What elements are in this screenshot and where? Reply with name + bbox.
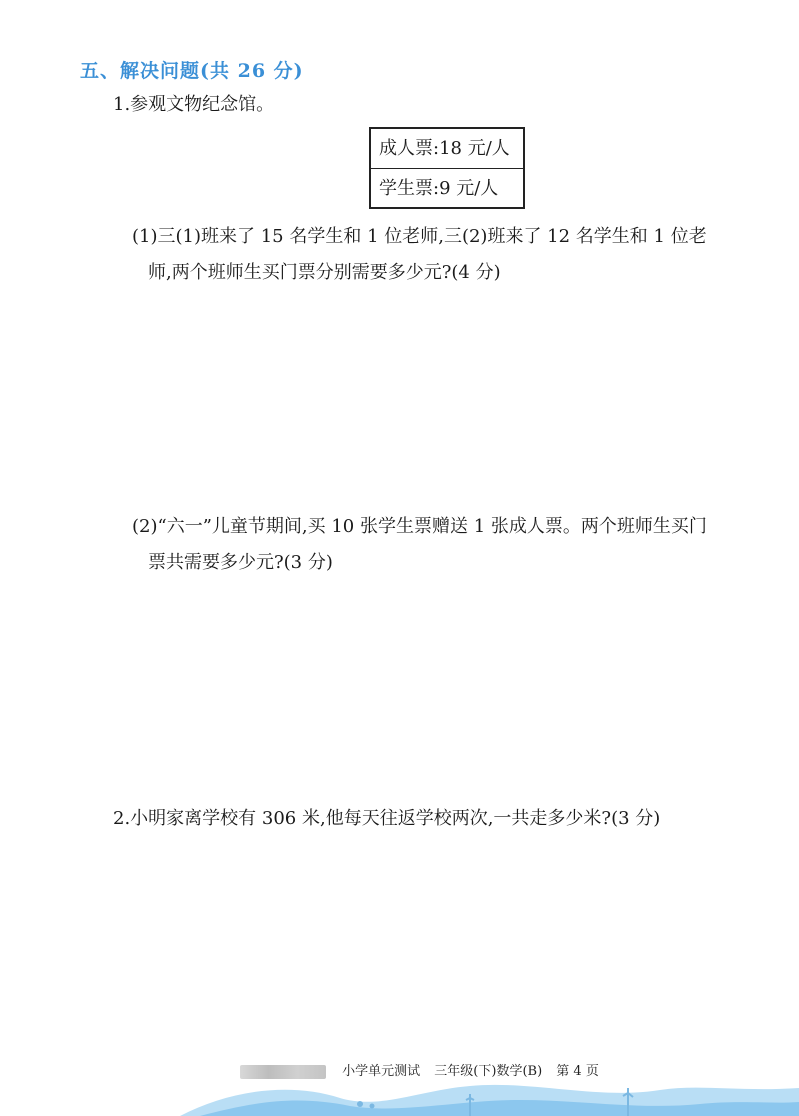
footer-wave-decoration bbox=[0, 1070, 799, 1116]
question-1-sub2-line1: (2)“六一”儿童节期间,买 10 张学生票赠送 1 张成人票。两个班师生买门 bbox=[132, 516, 707, 537]
question-2: 2.小明家离学校有 306 米,他每天往返学校两次,一共走多少米?(3 分) bbox=[113, 808, 661, 829]
footer-series: 小学单元测试 bbox=[342, 1064, 421, 1079]
question-1-sub1-line2: 师,两个班师生买门票分别需要多少元?(4 分) bbox=[148, 262, 501, 283]
question-1-intro: 1.参观文物纪念馆。 bbox=[113, 94, 275, 115]
question-1-sub2-line2: 票共需要多少元?(3 分) bbox=[148, 552, 333, 573]
section-title: 五、解决问题(共 26 分) bbox=[80, 60, 304, 82]
adult-ticket-price: 成人票:18 元/人 bbox=[379, 138, 510, 159]
footer-grade-subject: 三年级(下)数学(B) bbox=[434, 1064, 543, 1079]
footer-page-number: 第 4 页 bbox=[556, 1064, 599, 1079]
ticket-price-table bbox=[369, 127, 525, 209]
student-ticket-price: 学生票:9 元/人 bbox=[371, 168, 523, 208]
question-1-sub1-line1: (1)三(1)班来了 15 名学生和 1 位老师,三(2)班来了 12 名学生和 1 位老 bbox=[132, 226, 707, 247]
